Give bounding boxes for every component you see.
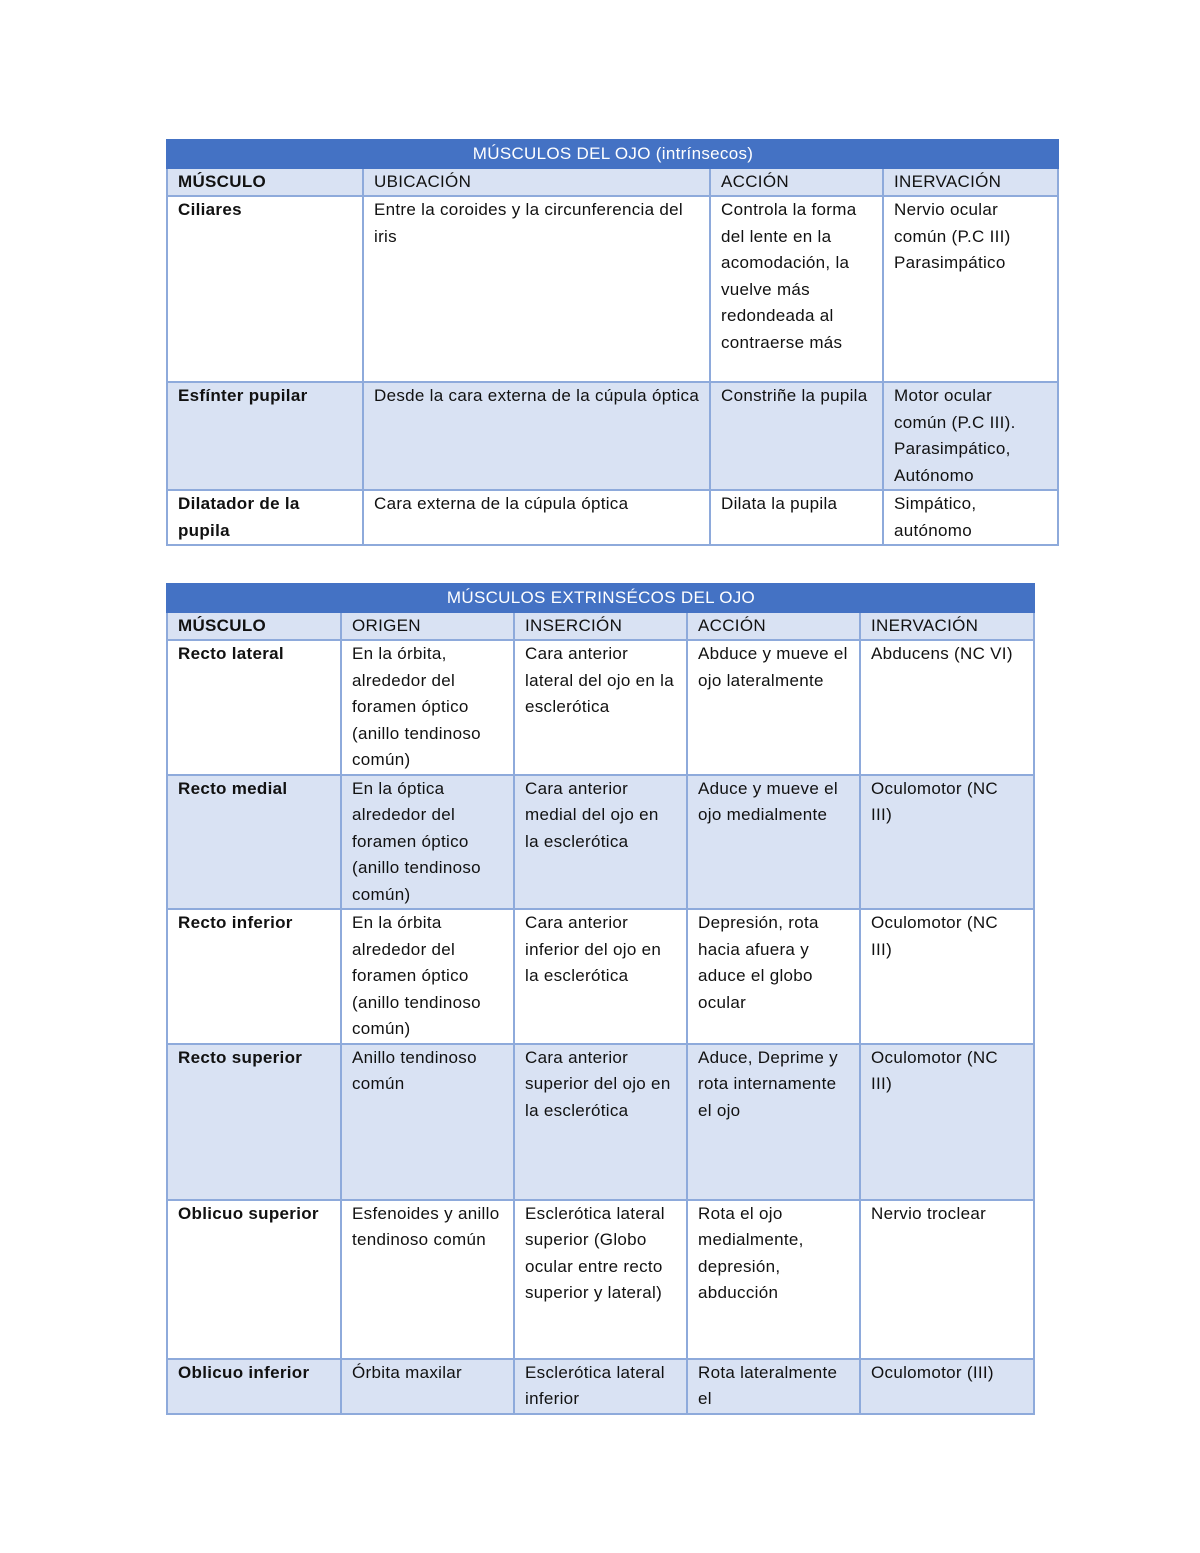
header-inervacion: INERVACIÓN: [883, 168, 1058, 196]
table-cell: Nervio troclear: [860, 1200, 1034, 1359]
table-title: MÚSCULOS EXTRINSÉCOS DEL OJO: [167, 584, 1034, 612]
table-cell: Cara anterior lateral del ojo en la esclerótica: [514, 640, 687, 775]
table-cell: Cara externa de la cúpula óptica: [363, 490, 710, 545]
extrinsic-muscles-table: [166, 583, 1035, 1415]
muscle-name: Oblicuo superior: [167, 1200, 341, 1359]
table-cell: Cara anterior medial del ojo en la esclerótica: [514, 775, 687, 910]
header-accion: ACCIÓN: [710, 168, 883, 196]
header-inervacion: INERVACIÓN: [860, 612, 1034, 640]
table-cell: Cara anterior inferior del ojo en la esclerótica: [514, 909, 687, 1044]
header-origen: ORIGEN: [341, 612, 514, 640]
table-row: [167, 490, 1058, 545]
header-insercion: INSERCIÓN: [514, 612, 687, 640]
table-cell: En la órbita alrededor del foramen óptico (anillo tendinoso común): [341, 909, 514, 1044]
table-cell: Oculomotor (III): [860, 1359, 1034, 1414]
header-accion: ACCIÓN: [687, 612, 860, 640]
table-cell: Abduce y mueve el ojo lateralmente: [687, 640, 860, 775]
table-title: MÚSCULOS DEL OJO (intrínsecos): [167, 140, 1058, 168]
table-cell: Oculomotor (NC III): [860, 775, 1034, 910]
muscle-name: Recto inferior: [167, 909, 341, 1044]
header-musculo: MÚSCULO: [167, 168, 363, 196]
intrinsic-muscles-table: [166, 139, 1059, 546]
table-cell: Desde la cara externa de la cúpula óptica: [363, 382, 710, 490]
table-cell: Nervio ocular común (P.C III) Parasimpático: [883, 196, 1058, 382]
table-cell: Esfenoides y anillo tendinoso común: [341, 1200, 514, 1359]
table-cell: Rota el ojo medialmente, depresión, abducción: [687, 1200, 860, 1359]
muscle-name: Recto medial: [167, 775, 341, 910]
table-row: [167, 196, 1058, 382]
table-cell: Rota lateralmente el: [687, 1359, 860, 1414]
table-cell: Oculomotor (NC III): [860, 909, 1034, 1044]
table-cell: Controla la forma del lente en la acomodación, la vuelve más redondeada al contraerse más: [710, 196, 883, 382]
table-cell: Abducens (NC VI): [860, 640, 1034, 775]
table-cell: Constriñe la pupila: [710, 382, 883, 490]
table-cell: Depresión, rota hacia afuera y aduce el globo ocular: [687, 909, 860, 1044]
muscle-name: Esfínter pupilar: [167, 382, 363, 490]
table-cell: Simpático, autónomo: [883, 490, 1058, 545]
table-row: [167, 1200, 1034, 1359]
table-row: [167, 1044, 1034, 1200]
table-cell: Anillo tendinoso común: [341, 1044, 514, 1200]
muscle-name: Ciliares: [167, 196, 363, 382]
muscle-name: Dilatador de la pupila: [167, 490, 363, 545]
table-cell: Esclerótica lateral inferior: [514, 1359, 687, 1414]
table-cell: En la óptica alrededor del foramen óptico (anillo tendinoso común): [341, 775, 514, 910]
muscle-name: Recto lateral: [167, 640, 341, 775]
table-cell: Esclerótica lateral superior (Globo ocular entre recto superior y lateral): [514, 1200, 687, 1359]
table-cell: Dilata la pupila: [710, 490, 883, 545]
header-musculo: MÚSCULO: [167, 612, 341, 640]
table-row: [167, 909, 1034, 1044]
table-cell: Aduce, Deprime y rota internamente el ojo: [687, 1044, 860, 1200]
table-cell: Entre la coroides y la circunferencia del iris: [363, 196, 710, 382]
table-row: [167, 775, 1034, 910]
muscle-name: Oblicuo inferior: [167, 1359, 341, 1414]
table-cell: En la órbita, alrededor del foramen óptico (anillo tendinoso común): [341, 640, 514, 775]
table-row: [167, 640, 1034, 775]
header-ubicacion: UBICACIÓN: [363, 168, 710, 196]
table-cell: Órbita maxilar: [341, 1359, 514, 1414]
table-row: [167, 382, 1058, 490]
table-cell: Aduce y mueve el ojo medialmente: [687, 775, 860, 910]
table-cell: Oculomotor (NC III): [860, 1044, 1034, 1200]
table-cell: Cara anterior superior del ojo en la esclerótica: [514, 1044, 687, 1200]
muscle-name: Recto superior: [167, 1044, 341, 1200]
table-cell: Motor ocular común (P.C III). Parasimpático, Autónomo: [883, 382, 1058, 490]
table-row: [167, 1359, 1034, 1414]
